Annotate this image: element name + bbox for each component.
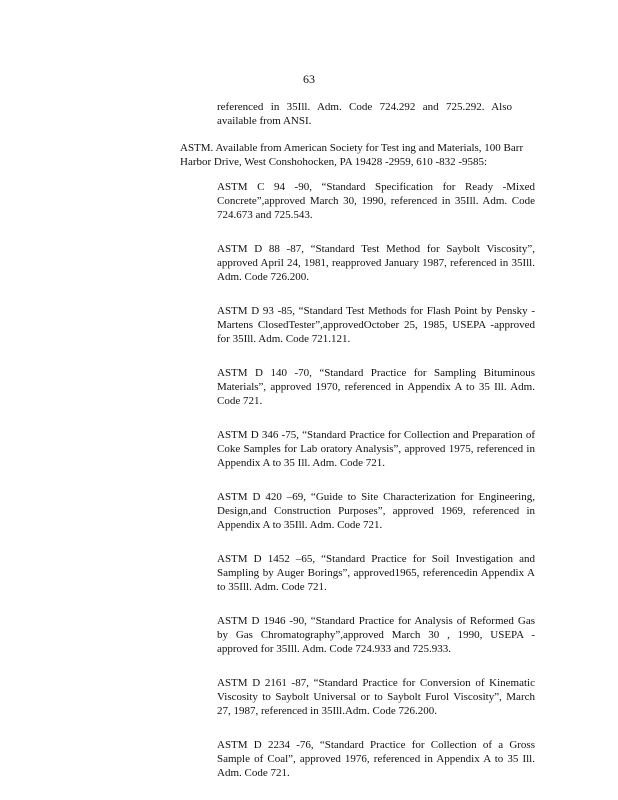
reference-entry-astm-d93: ASTM D 93 -85, “Standard Test Methods for Flash Point by Pensky -Martens ClosedTester”,approvedOctober 25, 1985, USEPA -approved for 35Ill. Adm. Code 721.121. xyxy=(217,305,535,345)
reference-entry-astm-d2234: ASTM D 2234 -76, “Standard Practice for Collection of a Gross Sample of Coal”, approved 1976, referenced in Appendix A to 35 Ill. Adm. Code 721. xyxy=(217,739,535,779)
reference-entry-astm-d1452: ASTM D 1452 –65, “Standard Practice for Soil Investigation and Sampling by Auger Borings”, approved1965, referencedin Appendix A to 35Ill. Adm. Code 721. xyxy=(217,553,535,593)
continued-reference-text: referenced in 35Ill. Adm. Code 724.292 and 725.292. Also available from ANSI. xyxy=(217,101,512,127)
page-number: 63 xyxy=(303,72,315,86)
astm-reference-list xyxy=(217,180,535,780)
astm-source-paragraph: ASTM. Available from American Society for Test ing and Materials, 100 Barr Harbor Drive, West Conshohocken, PA 19428 -2959, 610 -832 -9585: xyxy=(180,142,524,168)
reference-entry-astm-d420: ASTM D 420 –69, “Guide to Site Characterization for Engineering, Design,and Construction Purposes”, approved 1969, referenced in Appendix A to 35Ill. Adm. Code 721. xyxy=(217,491,535,531)
reference-entry-astm-d2161: ASTM D 2161 -87, “Standard Practice for Conversion of Kinematic Viscosity to Saybolt Universal or to Saybolt Furol Viscosity”, March 27, 1987, referenced in 35Ill.Adm. Code 726.200. xyxy=(217,677,535,717)
reference-entry-astm-d1946: ASTM D 1946 -90, “Standard Practice for Analysis of Reformed Gas by Gas Chromatography”,approved March 30 , 1990, USEPA -approved for 35Ill. Adm. Code 724.933 and 725.933. xyxy=(217,615,535,655)
reference-entry-astm-c94: ASTM C 94 -90, “Standard Specification for Ready -Mixed Concrete”,approved March 30, 1990, referenced in 35Ill. Adm. Code 724.673 and 725.543. xyxy=(217,181,535,221)
reference-entry-astm-d140: ASTM D 140 -70, “Standard Practice for Sampling Bituminous Materials”, approved 1970, referenced in Appendix A to 35 Ill. Adm. Code 721. xyxy=(217,367,535,407)
reference-entry-astm-d346: ASTM D 346 -75, “Standard Practice for Collection and Preparation of Coke Samples for Lab oratory Analysis”, approved 1975, referenced in Appendix A to 35 Ill. Adm. Code 721. xyxy=(217,429,535,469)
reference-entry-astm-d88: ASTM D 88 -87, “Standard Test Method for Saybolt Viscosity”, approved April 24, 1981, reapproved January 1987, referenced in 35Ill. Adm. Code 726.200. xyxy=(217,243,535,283)
